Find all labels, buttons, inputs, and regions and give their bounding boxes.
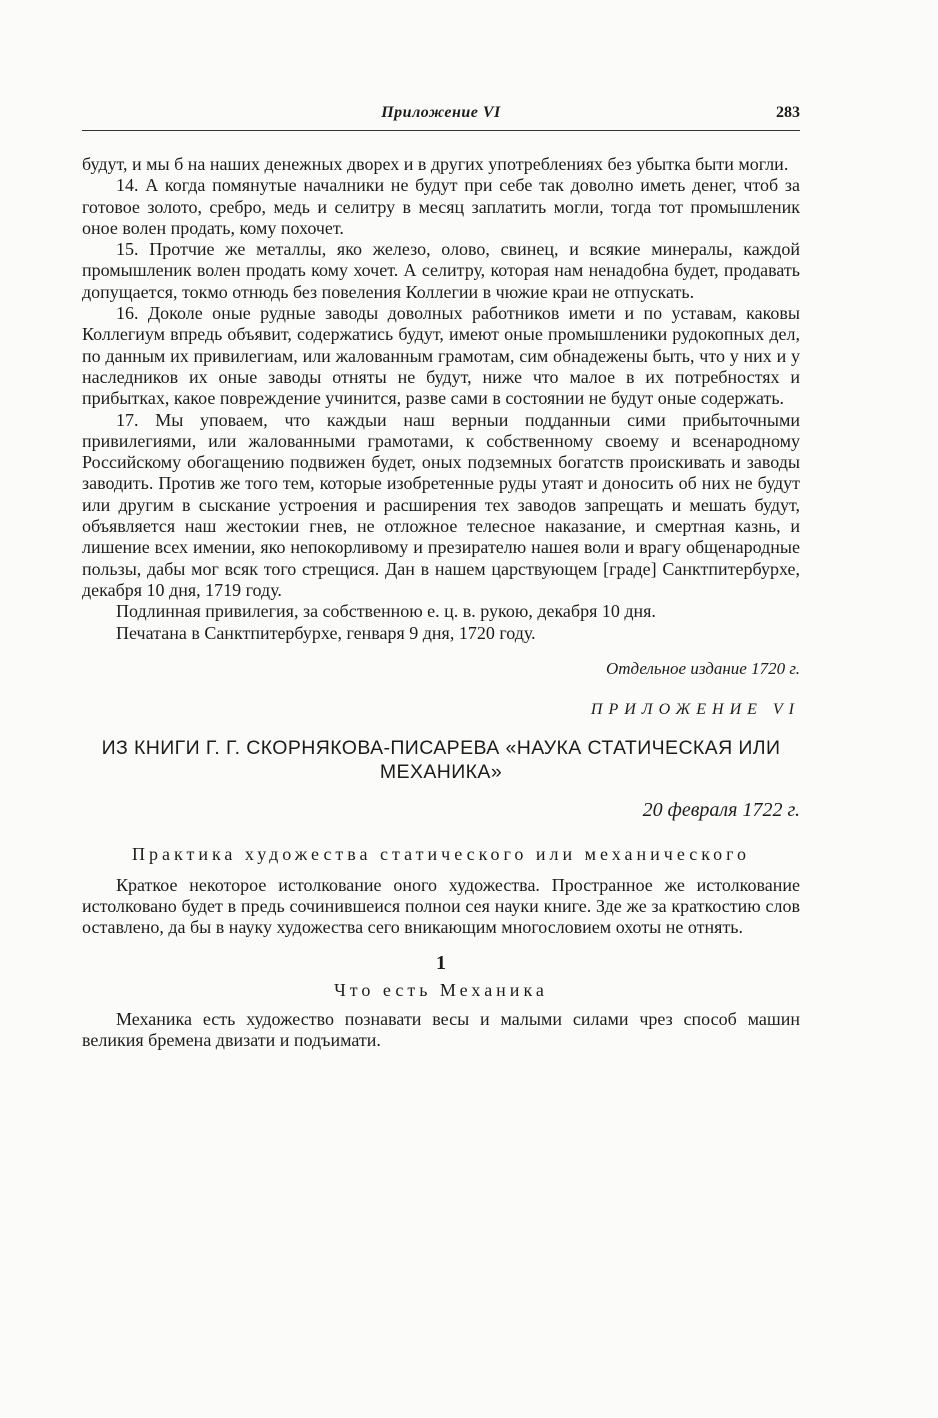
practice-heading: Практика художества статического или механического — [131, 843, 751, 864]
running-header — [82, 104, 800, 126]
section-number: 1 — [436, 951, 446, 974]
section-heading: Что есть Механика — [334, 979, 548, 1000]
paragraph-15: 15. Протчие же металлы, яко железо, олово, свинец, и всякие минералы, каждой промышленик волен продать кому хочет. А селитру, которая нам ненадобна будет, продавать допущается, токмо отнюдь без повеления Коллегии в чюжие краи не отпускать. — [82, 239, 800, 302]
section-paragraph: Механика есть художество познавати весы и малыми силами чрез способ машин великия бремена двизати и подъимати. — [82, 1008, 800, 1051]
paragraph-continuation: будут, и мы б на наших денежных дворех и в других употреблениях без убытка быти могли. — [82, 154, 789, 174]
running-title: Приложение VI — [381, 104, 501, 121]
page-number: 283 — [776, 104, 800, 121]
paragraph-14: 14. А когда помянутые началники не будут при себе так доволно иметь денег, чтоб за готовое золото, сребро, медь и селитру в месяц заплатить могли, тогда тот промышленик оное волен продать, кому похочет. — [82, 175, 800, 238]
paragraph-printed-note: Печатана в Санктпитербурхе, генваря 9 дня, 1720 году. — [116, 622, 536, 643]
paragraph-16: 16. Доколе оные рудные заводы доволных работников имети и по уставам, каковы Коллегиум впредь объявит, содержатись будут, имеют оные промышленики рудокопных дел, по данным их привилегиам, или жалованным грамотам, сим обнадежены быть, что у них и у наследников их оные заводы отняты не будут, ниже что малое в их потребностях и прибытках, какое повреждение учинится, разве сами в состоянии не будут оные содержать. — [82, 303, 800, 409]
main-title: ИЗ КНИГИ Г. Г. СКОРНЯКОВА-ПИСАРЕВА «НАУКА СТАТИЧЕСКАЯ ИЛИ МЕХАНИКА» — [101, 737, 781, 784]
paragraph-original-note: Подлинная привилегия, за собственною е. ц. в. рукою, декабря 10 дня. — [116, 601, 656, 622]
document-date: 20 февраля 1722 г. — [642, 799, 800, 822]
practice-paragraph: Краткое некоторое истолкование оного художества. Пространное же истолкование истолковано будет в предь сочинившеися полнои сея науки книге. Зде же за краткостию слов оставлено, да бы в науку художества сего вникающим многословием охоты не отнять. — [82, 874, 800, 938]
page-body — [82, 154, 800, 1052]
source-note: Отдельное издание 1720 г. — [605, 658, 800, 678]
appendix-label: ПРИЛОЖЕНИЕ VI — [590, 701, 800, 719]
paragraph-17: 17. Мы уповаем, что каждыи наш верныи подданныи сими прибыточными привилегиями, или жалованными грамотами, к собственному своему и всенародному Российскому обогащению подвижен будет, оных подземных богатств проискивать и заводы заводить. Против же того тем, которые изобретенные руды утаят и доносить об них не будут или другим в сыскание устроения и расширения тех заводов запрещать и мешать будут, объявляется наш жестокии гнев, не отложное телесное наказание, и смертная казнь, и лишение всех имении, яко непокорливому и презирателю нашея воли и врагу общенародные пользы, дабы мог всяк того стрещися. Дан в нашем царствующем [граде] Санктпитербурхе, декабря 10 дня, 1719 году. — [82, 409, 800, 600]
header-rule — [82, 130, 800, 131]
